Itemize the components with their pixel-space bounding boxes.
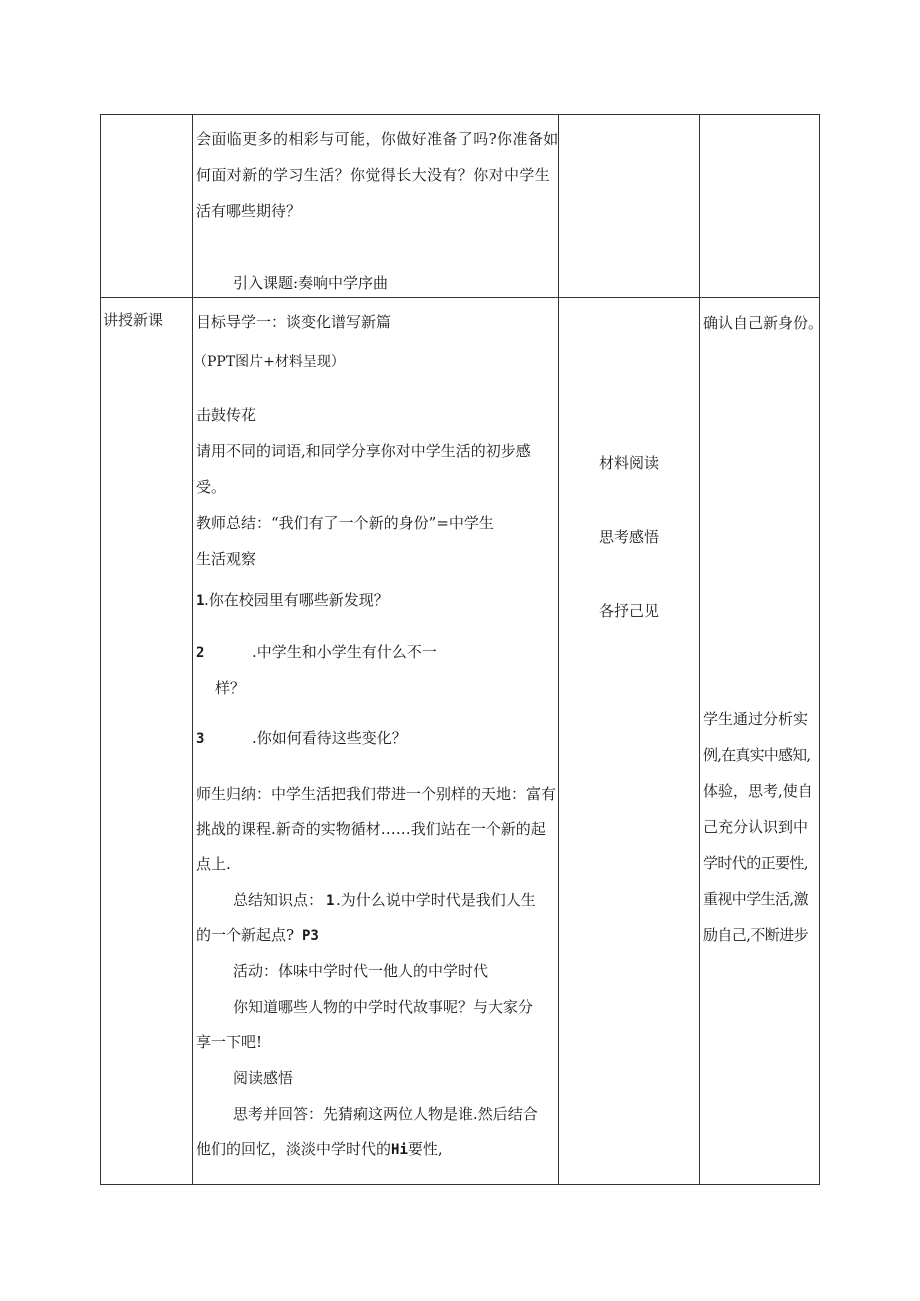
game-title: 击鼓传花: [196, 406, 257, 424]
intent-line-2: 例,在真实中感知,: [703, 746, 811, 764]
intent-line-1: 学生通过分析实: [703, 710, 809, 728]
knowledge-point-label: 总结知识点：: [233, 891, 324, 909]
intent-top: 确认自己新身份。: [703, 314, 824, 332]
question-3: .你如何看待这些变化？: [252, 729, 407, 747]
knowledge-point-page: P3: [302, 928, 319, 944]
observe-heading: 生活观察: [196, 550, 257, 568]
conclusion-line-1: 师生归纳：中学生活把我们带进一个别样的天地：富有: [196, 785, 557, 803]
conclusion-line-3: 点上.: [196, 855, 231, 873]
intro-topic: 引入课题:奏响中学序曲: [233, 274, 389, 292]
intent-line-4: 己充分认识到中: [703, 818, 809, 836]
conclusion-line-2: 挑战的课程.新奇的实物循材……我们站在一个新的起: [196, 820, 546, 838]
intent-line-7: 励自己,不断进步: [703, 926, 808, 944]
question-1: .你在校园里有哪些新发现？: [204, 591, 389, 609]
goal-heading: 目标导学一：谈变化谱写新篇: [196, 313, 392, 331]
row1-line-3: 活有哪些期待？: [196, 202, 302, 220]
column-divider-1: [192, 114, 193, 1185]
share-line-2: 享一下吧!: [196, 1033, 263, 1051]
knowledge-point-question-cont: 的一个新起点?: [196, 926, 295, 944]
reading-heading: 阅读感悟: [233, 1069, 294, 1087]
teacher-summary: 教师总结：“我们有了一个新的身份”=中学生: [196, 514, 494, 532]
column-divider-3: [699, 114, 700, 1185]
think-line-2-hi: Hi: [391, 1142, 408, 1158]
question-2-line-1: .中学生和小学生有什么不一: [252, 643, 437, 661]
prompt-line-1: 请用不同的词语,和同学分享你对中学生活的初步感: [196, 442, 531, 460]
row1-line-2: 何面对新的学习生活？你觉得长大没有？你对中学生: [196, 166, 551, 184]
intent-line-5: 学时代的正要性,: [703, 854, 808, 872]
share-line-1: 你知道哪些人物的中学时代故事呢？与大家分: [233, 998, 534, 1016]
think-line-2: [196, 1138, 443, 1161]
ppt-note: （PPT图片+材料呈现）: [193, 354, 345, 370]
table-top-border: [100, 114, 820, 115]
think-line-2-end: 要性,: [407, 1140, 443, 1158]
student-activity-2: 思考感悟: [599, 528, 660, 546]
think-line-1: 思考并回答：先猜痢这两位人物是谁.然后结合: [233, 1105, 538, 1123]
knowledge-point-question: .为什么说中学时代是我们人生: [336, 891, 536, 909]
student-activity-1: 材料阅读: [599, 454, 660, 472]
knowledge-point-number: 1: [326, 893, 335, 909]
intent-line-6: 重视中学生活,激: [703, 890, 808, 908]
table-bottom-border: [100, 1184, 820, 1185]
question-2-line-2: 样？: [215, 679, 246, 697]
student-activity-3: 各抒己见: [599, 602, 660, 620]
intent-line-3: 体验，思考,使自: [703, 782, 813, 800]
activity-heading: 活动：体味中学时代一他人的中学时代: [233, 962, 489, 980]
row-divider: [100, 297, 820, 298]
think-line-2-text: 他们的回忆，淡淡中学时代的: [196, 1140, 392, 1158]
column-divider-2: [558, 114, 559, 1185]
table-left-border: [100, 114, 101, 1185]
question-2-number: 2: [196, 645, 205, 661]
table-right-border: [819, 114, 820, 1185]
question-1-number: 1: [196, 593, 205, 609]
prompt-line-2: 受。: [196, 478, 227, 496]
row1-line-1: 会面临更多的相彩与可能，你做好准备了吗?你准备如: [196, 130, 559, 148]
section-label: 讲授新课: [103, 311, 164, 329]
question-3-number: 3: [196, 731, 205, 747]
